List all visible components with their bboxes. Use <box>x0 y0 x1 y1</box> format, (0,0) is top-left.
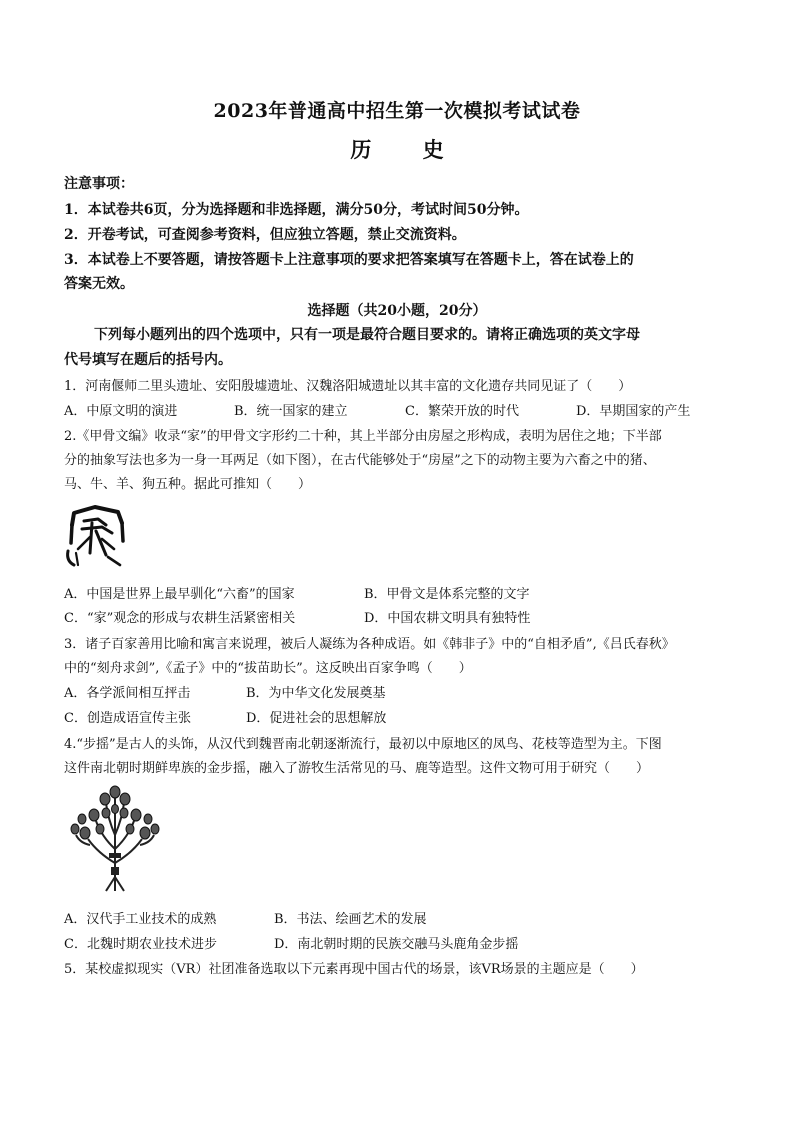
q1-option-c: C．繁荣开放的时代 <box>405 404 519 419</box>
q2-stem-2: 分的抽象写法也多为一身一耳两足（如下图），在古代能够处于“房屋”之下的动物主要为六畜之中的猪、 <box>64 453 656 468</box>
q3-option-d: D．促进社会的思想解放 <box>246 711 387 726</box>
exam-title: 2023年普通高中招生第一次模拟考试试卷 <box>213 100 581 122</box>
q1-option-b: B．统一国家的建立 <box>234 404 348 419</box>
notice-item-1: 1．本试卷共6页，分为选择题和非选择题，满分50分，考试时间50分钟。 <box>64 202 529 218</box>
q5-stem: 5．某校虚拟现实（VR）社团准备选取以下元素再现中国古代的场景，该VR场景的主题应是（ ） <box>64 962 644 977</box>
subject-title: 历 史 <box>350 137 466 162</box>
q3-option-b: B．为中华文化发展奠基 <box>246 686 386 701</box>
q3-option-a: A．各学派间相互抨击 <box>64 686 191 701</box>
section-title: 选择题（共20小题，20分） <box>307 303 487 319</box>
q4-option-c: C．北魏时期农业技术进步 <box>64 937 217 952</box>
q2-stem-1: 2.《甲骨文编》收录“家”的甲骨文字形约二十种，其上半部分由房屋之形构成，表明为居住之地；下半部 <box>64 429 662 444</box>
q4-stem-1: 4.“步摇”是古人的头饰，从汉代到魏晋南北朝逐渐流行，最初以中原地区的凤鸟、花枝等造型为主。下图 <box>64 737 662 752</box>
notice-item-3-cont: 答案无效。 <box>64 276 134 292</box>
q2-option-b: B．甲骨文是体系完整的文字 <box>364 587 530 602</box>
q2-option-d: D．中国农耕文明具有独特性 <box>364 611 531 626</box>
q1-stem: 1．河南偃师二里头遗址、安阳殷墟遗址、汉魏洛阳城遗址以其丰富的文化遗存共同见证了（ ） <box>64 379 632 394</box>
q1-option-d: D．早期国家的产生 <box>576 404 691 419</box>
q4-option-a: A．汉代手工业技术的成熟 <box>64 912 217 927</box>
q3-option-c: C．创造成语宣传主张 <box>64 711 191 726</box>
q3-stem-1: 3．诸子百家善用比喻和寓言来说理，被后人凝练为各种成语。如《韩非子》中的“自相矛盾”,《吕氏春秋》 <box>64 637 675 652</box>
q4-option-b: B．书法、绘画艺术的发展 <box>274 912 427 927</box>
notice-item-3: 3．本试卷上不要答题，请按答题卡上注意事项的要求把答案填写在答题卡上，答在试卷上的 <box>64 252 634 268</box>
q1-option-a: A．中原文明的演进 <box>64 404 178 419</box>
q2-option-c: C．“家”观念的形成与农耕生活紧密相关 <box>64 611 296 626</box>
buyao-headdress-image <box>70 783 160 895</box>
q2-stem-3: 马、牛、羊、狗五种。据此可推知（ ） <box>64 477 312 492</box>
notice-item-2: 2．开卷考试，可查阅参考资料，但应独立答题，禁止交流资料。 <box>64 227 466 243</box>
oracle-bone-glyph-image <box>62 503 132 571</box>
q3-stem-2: 中的“刻舟求剑”,《孟子》中的“拔苗助长”。这反映出百家争鸣（ ） <box>64 661 472 676</box>
section-instruction-2: 代号填写在题后的括号内。 <box>64 352 232 368</box>
q4-stem-2: 这件南北朝时期鲜卑族的金步摇，融入了游牧生活常见的马、鹿等造型。这件文物可用于研究（ ） <box>64 761 650 776</box>
q2-option-a: A．中国是世界上最早驯化“六畜”的国家 <box>64 587 295 602</box>
q4-option-d: D．南北朝时期的民族交融马头鹿角金步摇 <box>274 937 519 952</box>
section-instruction-1: 下列每小题列出的四个选项中，只有一项是最符合题目要求的。请将正确选项的英文字母 <box>94 327 640 343</box>
notice-heading: 注意事项： <box>64 176 134 192</box>
